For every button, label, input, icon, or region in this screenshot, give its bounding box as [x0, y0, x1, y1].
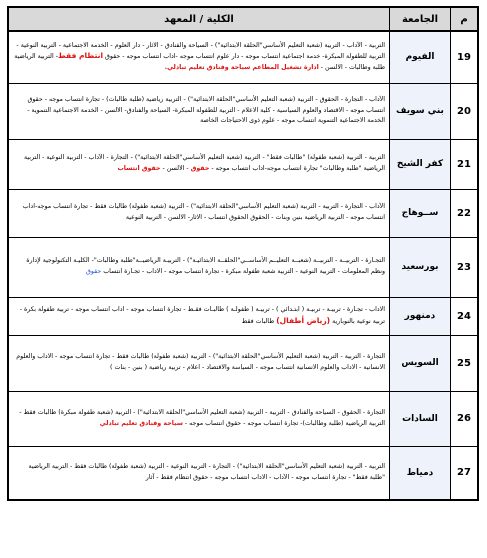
- faculty-segment: التجارة - الحقوق - السياحة والفنادق - التربية - التربية (شعبة التعليم الأساسي"الحلقة الابتدائية") - التربية (شعبة طفولة مبكرة) طالبات فقط - التربية الرياضية (طلبة وطالبات)- تجارة انتساب موجه - حقوق انتساب موجه -: [19, 408, 385, 427]
- faculty-list: [8, 83, 390, 139]
- faculty-segment: الآداب - التجارة - الحقوق - التربية (شعبة التعليم الأساسي"الحلقة الابتدائية") - التربية رياضية (طلبة طالبات) - تجارة انتساب موجه - حقوق انتساب موجه - الاقتصاد والعلوم السياسية - كلية الاعلام - التربية للطفولة المبكرة- السياحة والفنادق- الالسن - الخدمة الاجتماعية التنموية - الخدمة الاجتماعية التنموية انتساب موجه - علوم ذوى الاحتياجات الخاصة: [27, 95, 385, 125]
- faculty-segment: التربية - الآداب - التربية (شعبة التعليم الأساسي"الحلقة الابتدائية") - السياحة والفنادق - الاثار - دار العلوم - الخدمة الاجتماعية - التربية النوعية - التربية للطفولة المبكرة- خدمة اجتماعية انتساب موجه - دار علوم انتساب موجه -اداب انتساب موجه - حقوق: [16, 41, 385, 61]
- faculty-segment: - التربية الرياضية طلبة وطالبات - الالسن -: [14, 53, 385, 72]
- university-name: دمياط: [390, 446, 451, 500]
- header-faculty: الكلية / المعهد: [8, 7, 390, 31]
- row-number: 26: [451, 391, 479, 446]
- table-row: [8, 391, 478, 446]
- university-name: ســوهاج: [390, 189, 451, 237]
- row-number: 27: [451, 446, 479, 500]
- university-name: السادات: [390, 391, 451, 446]
- row-number: 22: [451, 189, 479, 237]
- header-num: م: [451, 7, 479, 31]
- faculty-list: [8, 139, 390, 189]
- university-name: دمنهور: [390, 297, 451, 335]
- university-name: كفر الشيخ: [390, 139, 451, 189]
- faculty-segment: حقوق: [190, 165, 210, 172]
- faculty-segment: (رياض أطفال): [276, 315, 331, 325]
- faculty-segment: التربية - التربية (شعبة التعليم الأساسي"الحلقة الابتدائية") - التجارة - التربية النوعية - التربية (شعبة طفولة) طالبات فقط - التربية الرياضية "طلبة فقط" - تجارة انتساب موجه - الآداب - الاداب انتساب موجه - حقوق انتظام فقط - آثار: [28, 462, 385, 481]
- row-number: 20: [451, 83, 479, 139]
- table-row: [8, 446, 478, 500]
- faculty-segment: حقوق انتساب: [117, 165, 161, 172]
- faculty-list: [8, 31, 390, 83]
- faculty-segment: طالبات فقط: [241, 317, 277, 325]
- faculty-segment: التربية - التربية (شعبة طفولة) "طالبات فقط" - التربية (شعبة التعليم الأساسي"الحلقة الابتدائية") - التجارة - الآداب - التربية النوعية - التربية الرياضية "طلبة وطالبات" تجارة انتساب موجه-اداب انتساب موجه -: [24, 154, 385, 172]
- table-row: [8, 297, 478, 335]
- header-university: الجامعة: [390, 7, 451, 31]
- table-header-row: [8, 7, 478, 31]
- faculty-segment: - الالسن -: [160, 165, 191, 172]
- row-number: 21: [451, 139, 479, 189]
- universities-table: [7, 6, 479, 501]
- table-row: [8, 139, 478, 189]
- table-row: [8, 335, 478, 391]
- university-name: الفيوم: [390, 31, 451, 83]
- faculty-list: [8, 335, 390, 391]
- university-name: بني سويف: [390, 83, 451, 139]
- faculty-segment: الآداب - التجارة - التربية - التربية (شعبة التعليم الأساسي"الحلقة الابتدائية") - التربية (شعبة طفولة) طالبات فقط - تجارة انتساب موجه-اداب انتساب موجه - التربية الرياضية بنين وبنات - الحقوق الحقوق انتساب - الاثار- الالسن - التربية النوعية: [22, 203, 385, 221]
- table-body: [8, 31, 478, 500]
- university-name: بورسعيد: [390, 237, 451, 297]
- university-name: السويس: [390, 335, 451, 391]
- faculty-list: [8, 237, 390, 297]
- faculty-list: [8, 391, 390, 446]
- table-row: [8, 83, 478, 139]
- table-row: [8, 237, 478, 297]
- faculty-list: [8, 446, 390, 500]
- table-row: [8, 189, 478, 237]
- row-number: 19: [451, 31, 479, 83]
- row-number: 25: [451, 335, 479, 391]
- faculty-segment: حقوق: [86, 268, 102, 275]
- faculty-list: [8, 297, 390, 335]
- faculty-segment: ادارة تشغيل المطاعم سياحة وفنادق تعليم تبادلي.: [164, 64, 319, 72]
- row-number: 24: [451, 297, 479, 335]
- table-row: [8, 31, 478, 83]
- faculty-segment: انتظام فقط: [58, 51, 104, 61]
- faculty-segment: التجارة - التربية - التربية (شعبة التعليم الأساسي"الحلقة الابتدائية") - التربية (شعبة طفولة) طالبات فقط - تجارة انتساب موجه - الاداب والعلوم الانسانية - الاداب والعلوم الانسانية انتساب موجه - السياسة والاقتصاد - اعلام - تربية رياضية ( بنين - بنات ): [16, 353, 385, 371]
- universities-table-wrapper: [7, 6, 479, 501]
- row-number: 23: [451, 237, 479, 297]
- faculty-list: [8, 189, 390, 237]
- faculty-segment: سياحة وفنادق تعليم تبادلي: [99, 419, 183, 427]
- faculty-segment: الاداب - تجـارة - تربيـة - تربيـة ( ابتـدائي ) - تربيـة ( طفولـة ) طالبـات فقـط - تجارة انتساب موجه - اداب انتساب موجه - تربية طفولة بكرة - تربية نوعية بالنوبارية: [19, 305, 385, 325]
- faculty-segment: التجـارة - التربيــة - التربيــة (شعبــة التعليــم الأساســي"الحلقــة الابتدائيـة") - التربيـة الرياضيــة"طلبة وطالبات"- الكليـة التكنولوجية لإدارة ونظم المعلومات - التربية النوعية - التربية شعبة طفولة مبكرة - تجارة انتساب موجه - الاداب - تجـارة انتساب: [26, 257, 385, 275]
